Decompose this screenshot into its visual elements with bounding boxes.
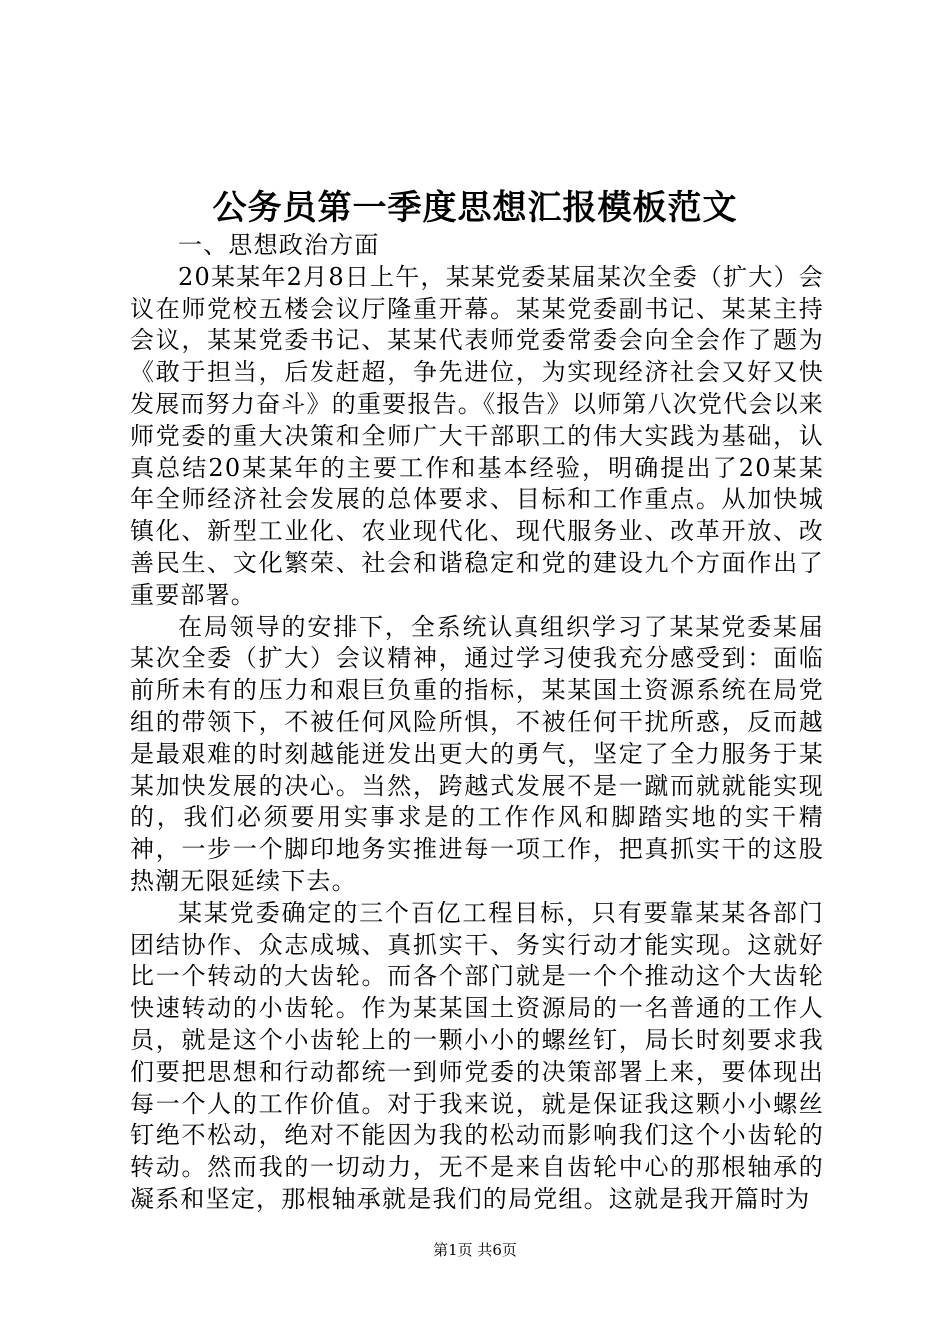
document-body (130, 230, 824, 1216)
paragraph: 20某某年2月8日上午，某某党委某届某次全委（扩大）会议在师党校五楼会议厅隆重开幕。某某党委副书记、某某主持会议，某某党委书记、某某代表师党委常委会向全会作了题为《敢于担当，后发赶超，争先进位，为实现经济社会又好又快发展而努力奋斗》的重要报告。《报告》以师第八次党代会以来师党委的重大决策和全师广大干部职工的伟大实践为基础，认真总结20某某年的主要工作和基本经验，明确提出了20某某年全师经济社会发展的总体要求、目标和工作重点。从加快城镇化、新型工业化、农业现代化、现代服务业、改革开放、改善民生、文化繁荣、社会和谐稳定和党的建设九个方面作出了重要部署。 (130, 262, 824, 609)
paragraph: 在局领导的安排下，全系统认真组织学习了某某党委某届某次全委（扩大）会议精神，通过学习使我充分感受到：面临前所未有的压力和艰巨负重的指标，某某国土资源系统在局党组的带领下，不被任何风险所惧，不被任何干扰所惑，反而越是最艰难的时刻越能迸发出更大的勇气，坚定了全力服务于某某加快发展的决心。当然，跨越式发展不是一蹴而就就能实现的，我们必须要用实事求是的工作作风和脚踏实地的实干精神，一步一个脚印地务实推进每一项工作，把真抓实干的这股热潮无限延续下去。 (130, 612, 824, 895)
page-number-footer: 第1页 共6页 (433, 1241, 517, 1259)
paragraph: 某某党委确定的三个百亿工程目标，只有要靠某某各部门团结协作、众志成城、真抓实干、务实行动才能实现。这就好比一个转动的大齿轮。而各个部门就是一个个推动这个大齿轮快速转动的小齿轮。作为某某国土资源局的一名普通的工作人员，就是这个小齿轮上的一颗小小的螺丝钉，局长时刻要求我们要把思想和行动都统一到师党委的决策部署上来，要体现出每一个人的工作价值。对于我来说，就是保证我这颗小小螺丝钉绝不松动，绝对不能因为我的松动而影响我们这个小齿轮的转动。然而我的一切动力，无不是来自齿轮中心的那根轴承的凝系和坚定，那根轴承就是我们的局党组。这就是我开篇时为 (130, 898, 824, 1213)
section-heading: 一、思想政治方面 (178, 231, 380, 259)
page-title: 公务员第一季度思想汇报模板范文 (212, 188, 738, 228)
